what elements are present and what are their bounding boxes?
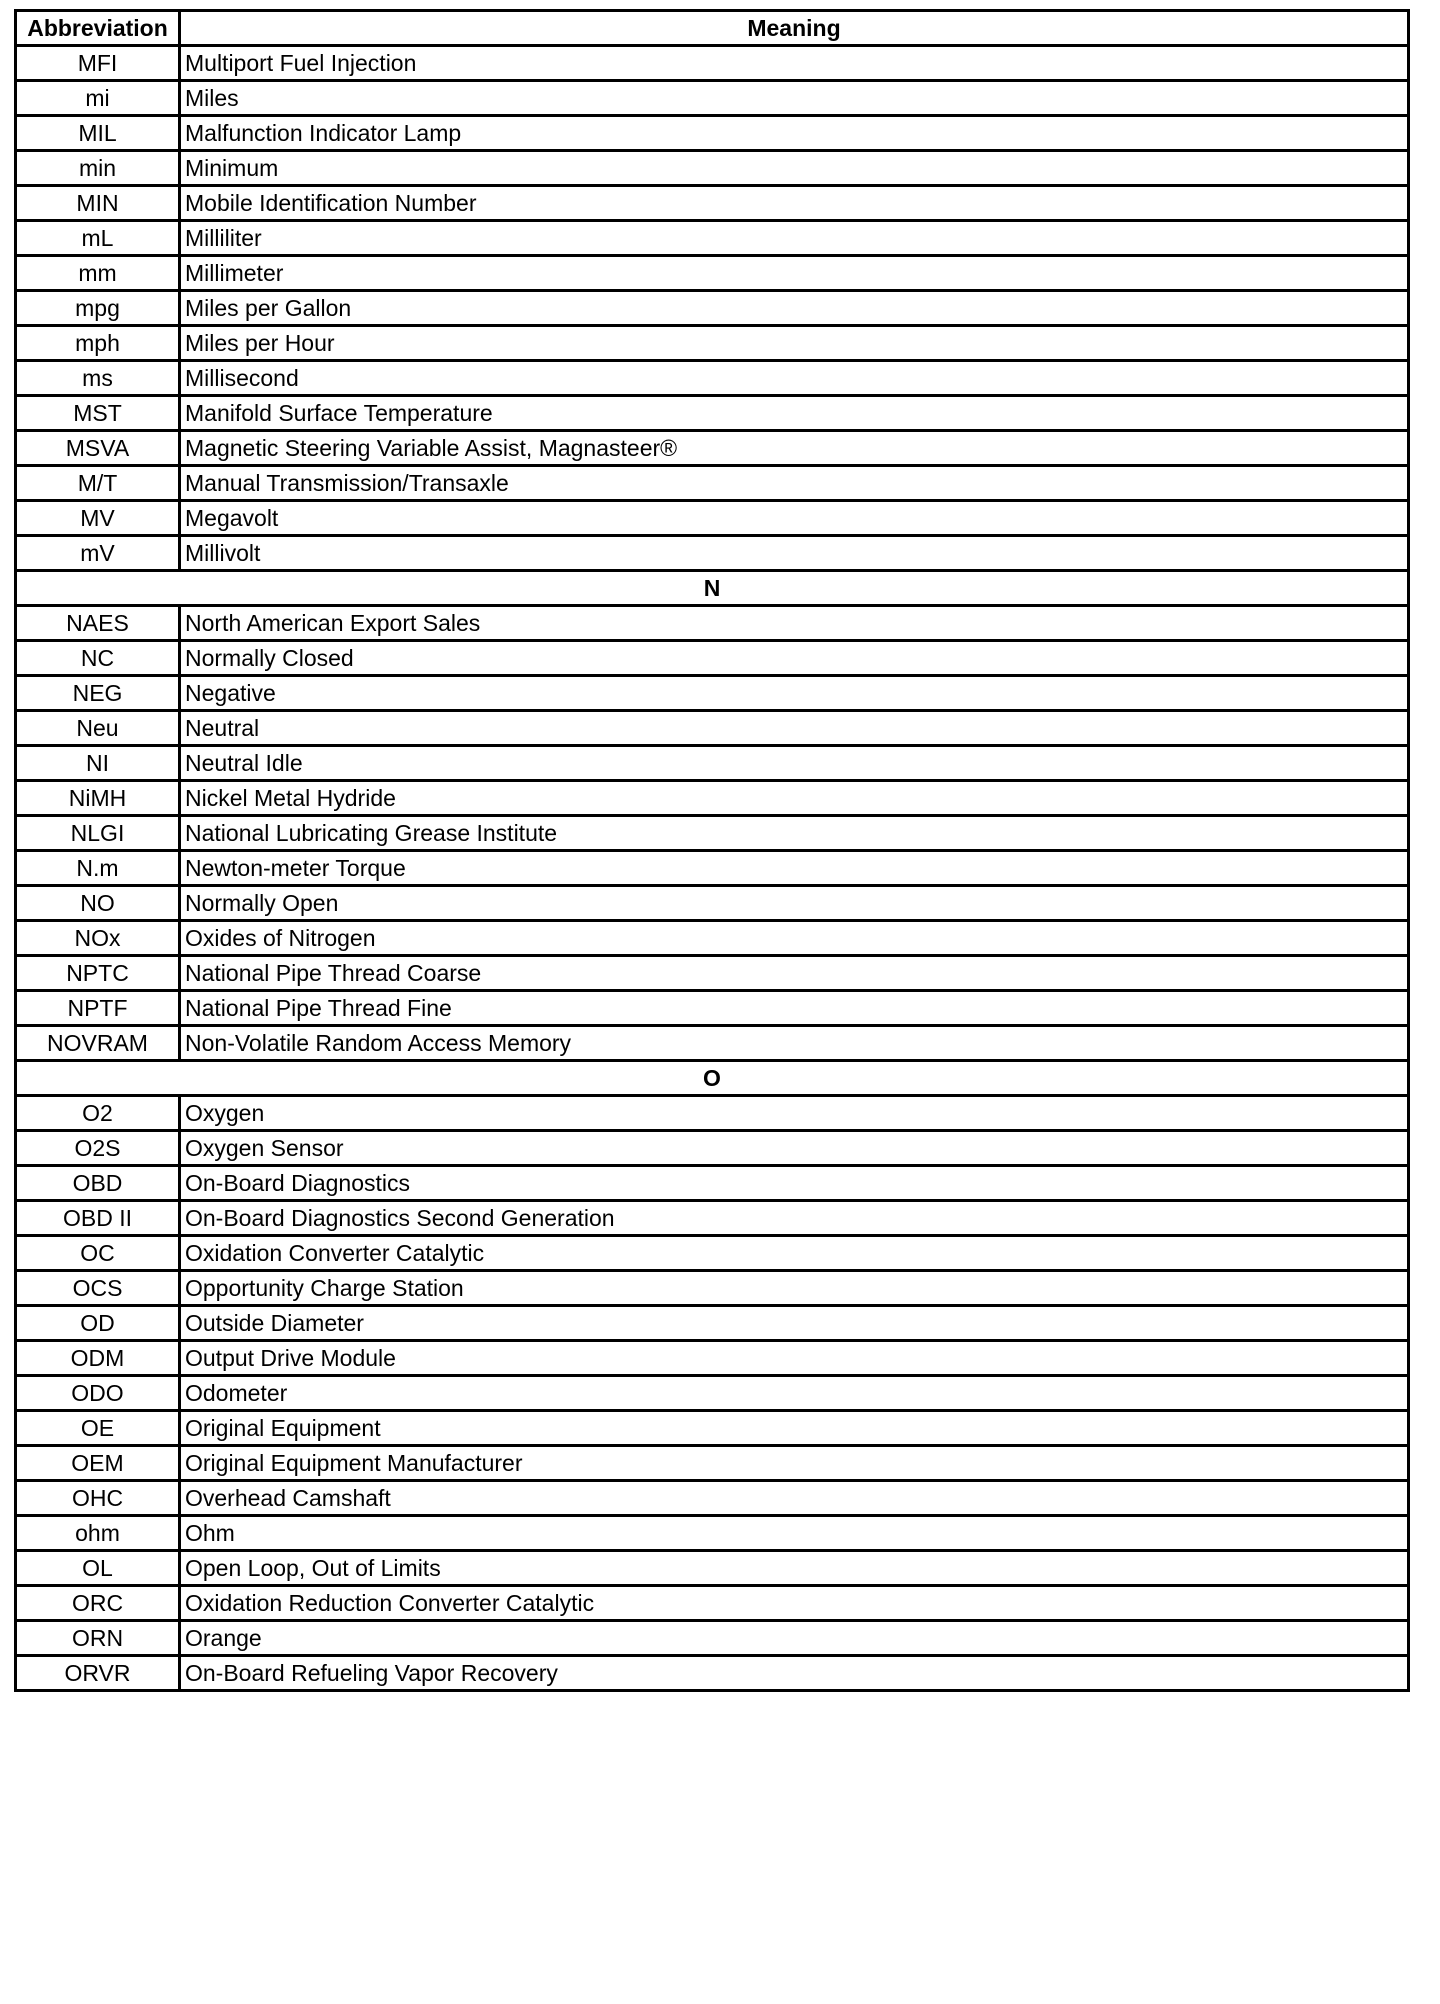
- abbreviation-cell: NiMH: [16, 781, 180, 816]
- meaning-cell: Oxidation Converter Catalytic: [180, 1236, 1409, 1271]
- abbreviation-cell: mm: [16, 256, 180, 291]
- abbreviation-cell: MIN: [16, 186, 180, 221]
- table-row: [16, 186, 1409, 221]
- meaning-cell: Oxygen Sensor: [180, 1131, 1409, 1166]
- table-row: [16, 1201, 1409, 1236]
- table-row: [16, 746, 1409, 781]
- table-row: [16, 536, 1409, 571]
- table-row: [16, 1166, 1409, 1201]
- table-row: [16, 676, 1409, 711]
- table-row: [16, 361, 1409, 396]
- abbreviation-cell: mi: [16, 81, 180, 116]
- table-row: [16, 956, 1409, 991]
- meaning-cell: Oxides of Nitrogen: [180, 921, 1409, 956]
- meaning-cell: National Pipe Thread Fine: [180, 991, 1409, 1026]
- abbreviation-cell: mpg: [16, 291, 180, 326]
- abbreviation-cell: mph: [16, 326, 180, 361]
- meaning-cell: Miles: [180, 81, 1409, 116]
- meaning-cell: Manual Transmission/Transaxle: [180, 466, 1409, 501]
- abbreviation-cell: ms: [16, 361, 180, 396]
- abbreviation-cell: mV: [16, 536, 180, 571]
- meaning-cell: Neutral: [180, 711, 1409, 746]
- table-row: [16, 1656, 1409, 1691]
- abbreviation-cell: NOx: [16, 921, 180, 956]
- table-body: [16, 46, 1409, 1691]
- table-row: [16, 1096, 1409, 1131]
- meaning-cell: Ohm: [180, 1516, 1409, 1551]
- section-header-row: [16, 571, 1409, 606]
- meaning-cell: Overhead Camshaft: [180, 1481, 1409, 1516]
- meaning-cell: Nickel Metal Hydride: [180, 781, 1409, 816]
- meaning-cell: Minimum: [180, 151, 1409, 186]
- abbreviation-cell: OEM: [16, 1446, 180, 1481]
- abbreviation-cell: ODO: [16, 1376, 180, 1411]
- abbreviation-cell: ORVR: [16, 1656, 180, 1691]
- table-row: [16, 1481, 1409, 1516]
- meaning-cell: Opportunity Charge Station: [180, 1271, 1409, 1306]
- meaning-cell: Negative: [180, 676, 1409, 711]
- table-row: [16, 1271, 1409, 1306]
- table-row: [16, 1131, 1409, 1166]
- meaning-cell: Millivolt: [180, 536, 1409, 571]
- abbreviation-cell: OC: [16, 1236, 180, 1271]
- abbreviation-cell: OBD II: [16, 1201, 180, 1236]
- meaning-cell: Millimeter: [180, 256, 1409, 291]
- meaning-cell: Milliliter: [180, 221, 1409, 256]
- meaning-cell: Normally Closed: [180, 641, 1409, 676]
- table-row: [16, 1236, 1409, 1271]
- abbreviation-cell: NAES: [16, 606, 180, 641]
- header-abbreviation: Abbreviation: [16, 11, 180, 46]
- abbreviation-cell: NLGI: [16, 816, 180, 851]
- table-row: [16, 711, 1409, 746]
- abbreviation-cell: OBD: [16, 1166, 180, 1201]
- meaning-cell: Oxidation Reduction Converter Catalytic: [180, 1586, 1409, 1621]
- meaning-cell: On-Board Diagnostics Second Generation: [180, 1201, 1409, 1236]
- abbreviation-cell: min: [16, 151, 180, 186]
- abbreviation-cell: NO: [16, 886, 180, 921]
- abbreviation-cell: OE: [16, 1411, 180, 1446]
- table-row: [16, 991, 1409, 1026]
- meaning-cell: Manifold Surface Temperature: [180, 396, 1409, 431]
- meaning-cell: North American Export Sales: [180, 606, 1409, 641]
- table-row: [16, 1026, 1409, 1061]
- table-row: [16, 81, 1409, 116]
- table-row: [16, 1551, 1409, 1586]
- table-row: [16, 1446, 1409, 1481]
- meaning-cell: Miles per Gallon: [180, 291, 1409, 326]
- meaning-cell: Newton-meter Torque: [180, 851, 1409, 886]
- table-row: [16, 606, 1409, 641]
- table-row: [16, 151, 1409, 186]
- meaning-cell: Mobile Identification Number: [180, 186, 1409, 221]
- table-row: [16, 46, 1409, 81]
- table-row: [16, 501, 1409, 536]
- meaning-cell: Outside Diameter: [180, 1306, 1409, 1341]
- abbreviation-cell: OHC: [16, 1481, 180, 1516]
- table-row: [16, 921, 1409, 956]
- section-letter: N: [16, 571, 1409, 606]
- meaning-cell: Open Loop, Out of Limits: [180, 1551, 1409, 1586]
- meaning-cell: Magnetic Steering Variable Assist, Magnasteer®: [180, 431, 1409, 466]
- meaning-cell: Multiport Fuel Injection: [180, 46, 1409, 81]
- table-row: [16, 1306, 1409, 1341]
- abbreviation-table: [14, 9, 1410, 1692]
- table-row: [16, 851, 1409, 886]
- abbreviation-cell: MFI: [16, 46, 180, 81]
- meaning-cell: On-Board Diagnostics: [180, 1166, 1409, 1201]
- abbreviation-cell: M/T: [16, 466, 180, 501]
- meaning-cell: Original Equipment: [180, 1411, 1409, 1446]
- abbreviation-cell: NC: [16, 641, 180, 676]
- abbreviation-cell: O2: [16, 1096, 180, 1131]
- meaning-cell: Orange: [180, 1621, 1409, 1656]
- table-row: [16, 781, 1409, 816]
- abbreviation-cell: NI: [16, 746, 180, 781]
- table-row: [16, 1621, 1409, 1656]
- meaning-cell: Odometer: [180, 1376, 1409, 1411]
- meaning-cell: Output Drive Module: [180, 1341, 1409, 1376]
- meaning-cell: National Lubricating Grease Institute: [180, 816, 1409, 851]
- table-row: [16, 291, 1409, 326]
- abbreviation-cell: NPTF: [16, 991, 180, 1026]
- abbreviation-cell: ORC: [16, 1586, 180, 1621]
- section-header-row: [16, 1061, 1409, 1096]
- table-row: [16, 1376, 1409, 1411]
- meaning-cell: Oxygen: [180, 1096, 1409, 1131]
- abbreviation-cell: O2S: [16, 1131, 180, 1166]
- table-row: [16, 816, 1409, 851]
- table-row: [16, 221, 1409, 256]
- abbreviation-cell: Neu: [16, 711, 180, 746]
- meaning-cell: On-Board Refueling Vapor Recovery: [180, 1656, 1409, 1691]
- table-row: [16, 1516, 1409, 1551]
- table-row: [16, 886, 1409, 921]
- abbreviation-cell: mL: [16, 221, 180, 256]
- meaning-cell: Miles per Hour: [180, 326, 1409, 361]
- abbreviation-cell: OCS: [16, 1271, 180, 1306]
- table-row: [16, 431, 1409, 466]
- meaning-cell: National Pipe Thread Coarse: [180, 956, 1409, 991]
- table-row: [16, 396, 1409, 431]
- abbreviation-cell: MIL: [16, 116, 180, 151]
- table-row: [16, 256, 1409, 291]
- abbreviation-cell: NPTC: [16, 956, 180, 991]
- abbreviation-cell: ohm: [16, 1516, 180, 1551]
- abbreviation-cell: MV: [16, 501, 180, 536]
- abbreviation-cell: NOVRAM: [16, 1026, 180, 1061]
- meaning-cell: Millisecond: [180, 361, 1409, 396]
- table-row: [16, 116, 1409, 151]
- abbreviation-cell: MSVA: [16, 431, 180, 466]
- abbreviation-cell: ODM: [16, 1341, 180, 1376]
- table-row: [16, 466, 1409, 501]
- meaning-cell: Normally Open: [180, 886, 1409, 921]
- meaning-cell: Megavolt: [180, 501, 1409, 536]
- table-header-row: [16, 11, 1409, 46]
- table-row: [16, 1586, 1409, 1621]
- abbreviation-cell: ORN: [16, 1621, 180, 1656]
- abbreviation-cell: NEG: [16, 676, 180, 711]
- table-row: [16, 1411, 1409, 1446]
- meaning-cell: Original Equipment Manufacturer: [180, 1446, 1409, 1481]
- meaning-cell: Neutral Idle: [180, 746, 1409, 781]
- abbreviation-cell: OD: [16, 1306, 180, 1341]
- abbreviation-cell: MST: [16, 396, 180, 431]
- table-row: [16, 641, 1409, 676]
- abbreviation-cell: OL: [16, 1551, 180, 1586]
- meaning-cell: Non-Volatile Random Access Memory: [180, 1026, 1409, 1061]
- table-row: [16, 1341, 1409, 1376]
- table-row: [16, 326, 1409, 361]
- abbreviation-cell: N.m: [16, 851, 180, 886]
- section-letter: O: [16, 1061, 1409, 1096]
- meaning-cell: Malfunction Indicator Lamp: [180, 116, 1409, 151]
- header-meaning: Meaning: [180, 11, 1409, 46]
